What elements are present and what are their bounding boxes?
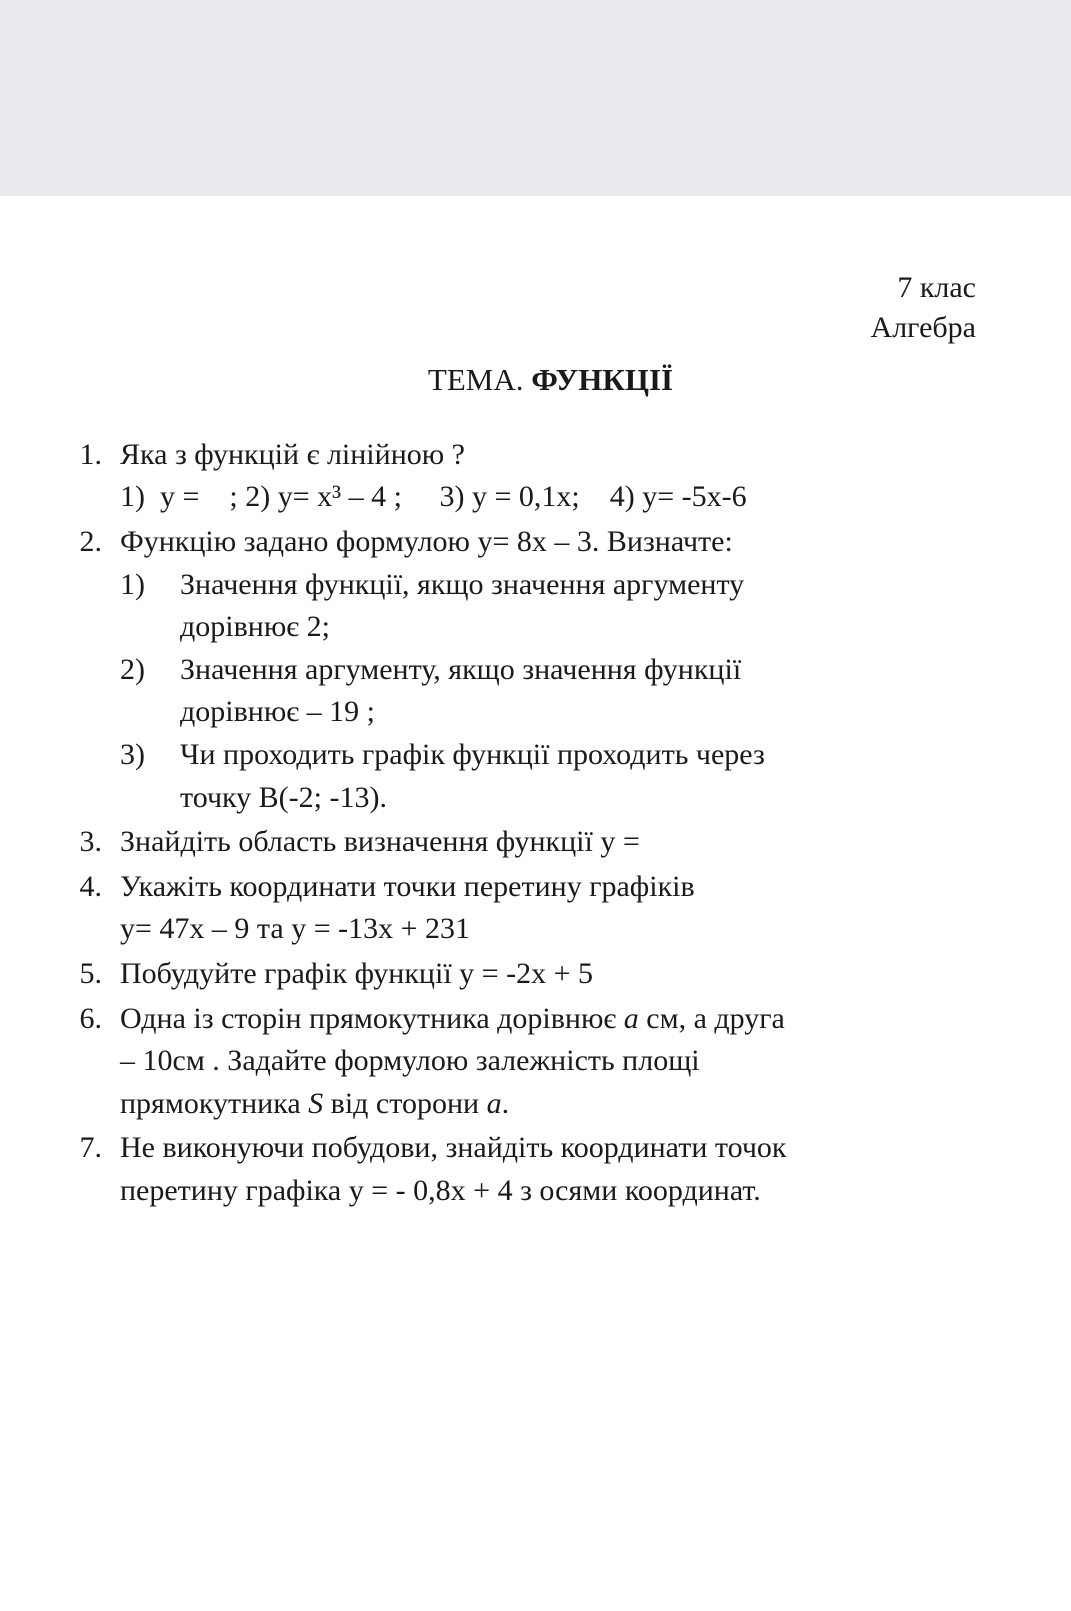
title-prefix: ТЕМА. [427, 361, 524, 397]
variable-a: a [623, 1001, 639, 1035]
question-item-2 [0, 521, 1071, 819]
question-number: 5. [79, 956, 102, 990]
question-item-6 [0, 998, 1071, 1126]
page-title [0, 362, 1071, 398]
subitem-line-1: Чи проходить графік функції проходить через [180, 737, 765, 771]
question-text: Знайдіть область визначення функції y = [120, 825, 640, 859]
subitem-line-2: точку В(-2; -13). [180, 780, 387, 814]
question-line3-part-a: прямокутника [120, 1086, 309, 1120]
question-line-2: y= 47x – 9 та y = -13x + 231 [120, 912, 471, 946]
variable-s: S [308, 1086, 324, 1120]
question-line3-part-b: від сторони [323, 1086, 487, 1120]
question-number: 7. [79, 1131, 102, 1165]
question-item-7 [0, 1127, 1071, 1212]
question-text: Побудуйте графік функції y = -2x + 5 [120, 956, 593, 990]
question-line3-part-c: . [501, 1086, 510, 1120]
question-line-2: – 10см . Задайте формулою залежність площі [120, 1044, 700, 1078]
subitem-marker: 2) [120, 652, 145, 686]
subitem [120, 649, 1071, 734]
question-number: 4. [79, 869, 102, 903]
document-page [0, 196, 1071, 1214]
question-number: 1. [79, 437, 102, 471]
question-text-part-b: см, а друга [638, 1001, 785, 1035]
question-text: Яка з функцій є лінійною ? [120, 437, 465, 471]
questions-list [0, 434, 1071, 1213]
question-line-3 [120, 1083, 1071, 1126]
question-item-5 [0, 953, 1071, 996]
question-text: Не виконуючи побудови, знайдіть координати точок [120, 1131, 787, 1165]
question-item-3 [0, 821, 1071, 864]
question-item-1 [0, 434, 1071, 519]
subitem [120, 734, 1071, 819]
subitem-line-1: Значення аргументу, якщо значення функції [180, 652, 742, 686]
title-topic: ФУНКЦІЇ [531, 361, 674, 397]
subject-label: Алгебра [870, 310, 976, 344]
question-item-4 [0, 866, 1071, 951]
top-gray-band [0, 0, 1071, 196]
question-options: 1) y = ; 2) y= x³ – 4 ; 3) y = 0,1x; 4) y= -5x-6 [120, 480, 747, 514]
question-text-part-a: Одна із сторін прямокутника дорівнює [120, 1001, 624, 1035]
subitem-line-2: дорівнює 2; [180, 610, 330, 644]
question-number: 3. [79, 825, 102, 859]
subitem-line-2: дорівнює – 19 ; [180, 695, 375, 729]
question-text: Укажіть координати точки перетину графіків [120, 869, 695, 903]
question-number: 2. [79, 524, 102, 558]
subitem [120, 564, 1071, 649]
subitem-marker: 3) [120, 737, 145, 771]
grade-label: 7 клас [897, 271, 976, 304]
subitem-marker: 1) [120, 567, 145, 601]
question-subitems [120, 564, 1071, 820]
question-number: 6. [79, 1001, 102, 1035]
subitem-line-1: Значення функції, якщо значення аргументу [180, 567, 745, 601]
question-text: Функцію задано формулою y= 8x – 3. Визначте: [120, 524, 733, 558]
question-line-2: перетину графіка y = - 0,8x + 4 з осями координат. [120, 1173, 761, 1207]
variable-a-second: a [486, 1086, 502, 1120]
document-header [0, 196, 1071, 348]
question-line-1 [120, 998, 1071, 1041]
